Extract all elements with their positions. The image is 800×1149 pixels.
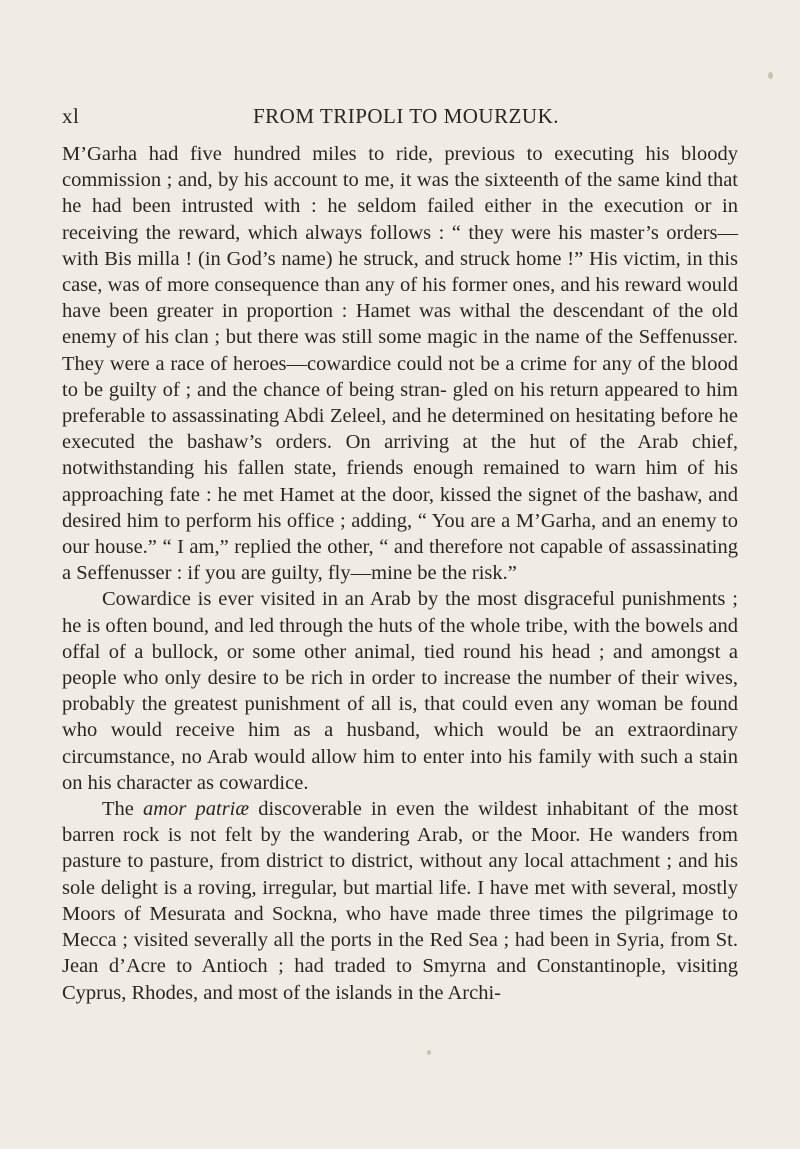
paper-speck <box>427 1050 431 1055</box>
latin-phrase: amor patriæ <box>143 798 250 821</box>
paragraph-1: M’Garha had five hundred miles to ride, previous to executing his bloody commission ; and, by his account to me, it was the sixteenth of the same kind that he had been intrusted with : he seldom failed either in the execution or in receiving the reward, which always follows : “ they were his master’s orders—with Bis milla ! (in God’s name) he struck, and struck home !” His victim, in this case, was of more consequence than any of his former ones, and his reward would have been greater in proportion : Hamet was withal the descendant of the old enemy of his clan ; but there was still some magic in the name of the Seffenusser. They were a race of heroes—cowardice could not be a crime for any of the blood to be guilty of ; and the chance of being stran- gled on his return appeared to him preferable to assassinating Abdi Zeleel, and he determined on hesitating before he executed the bashaw’s orders. On arriving at the hut of the Arab chief, notwithstanding his fallen state, friends enough remained to warn him of his approaching fate : he met Hamet at the door, kissed the signet of the bashaw, and desired him to perform his office ; adding, “ You are a M’Garha, and an enemy to our house.” “ I am,” replied the other, “ and therefore not capable of assassinating a Seffenusser : if you are guilty, fly—mine be the risk.” <box>62 143 738 585</box>
paragraph-3-lead: The <box>102 798 134 821</box>
page-number: xl <box>62 104 80 128</box>
body-text <box>62 141 738 1006</box>
paper-speck <box>768 72 773 79</box>
paragraph-3 <box>62 796 738 1006</box>
paragraph-2: Cowardice is ever visited in an Arab by the most disgraceful punishments ; he is often bound, and led through the huts of the whole tribe, with the bowels and offal of a bullock, or some other animal, tied round his head ; and amongst a people who only desire to be rich in order to increase the number of their wives, probably the greatest punishment of all is, that could even any woman be found who would receive him as a husband, which would be an extraordinary circumstance, no Arab would allow him to enter into his family with such a stain on his character as cowardice. <box>62 588 738 794</box>
paragraph-3-rest: discoverable in even the wildest inhabitant of the most barren rock is not felt by the wandering Arab, or the Moor. He wanders from pasture to pasture, from district to district, without any local attachment ; and his sole delight is a roving, irregular, but martial life. I have met with several, mostly Moors of Mesurata and Sockna, who have made three times the pilgrimage to Mecca ; visited severally all the ports in the Red Sea ; had been in Syria, from St. Jean d’Acre to Antioch ; had traded to Smyrna and Constantinople, visiting Cyprus, Rhodes, and most of the islands in the Archi- <box>62 798 739 1004</box>
running-title: FROM TRIPOLI TO MOURZUK. <box>252 104 560 128</box>
running-head <box>62 104 738 134</box>
